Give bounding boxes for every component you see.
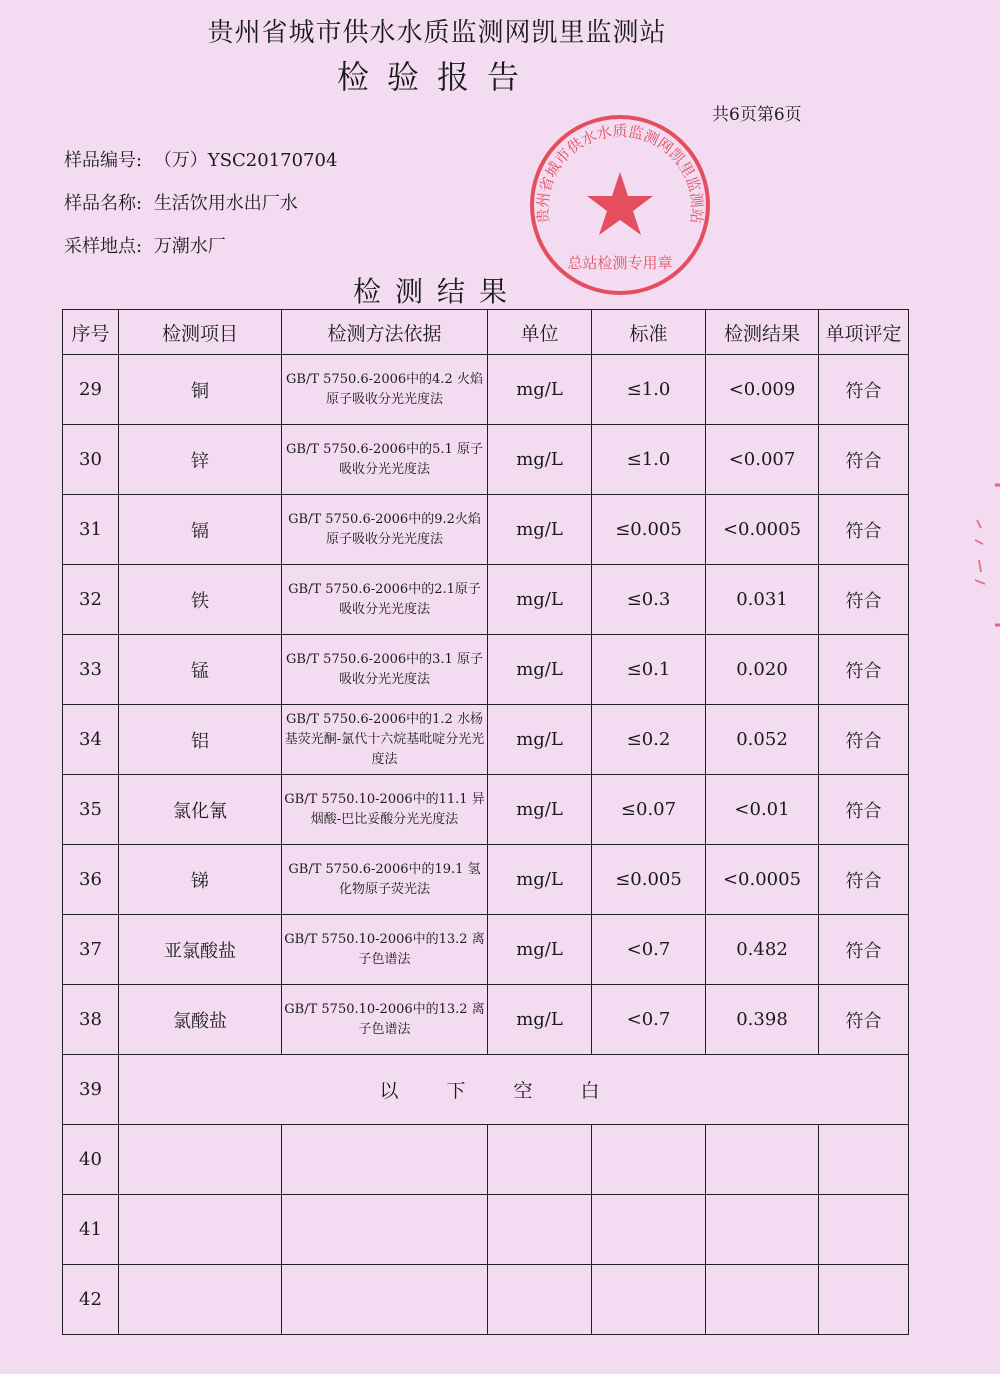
results-title: 检测结果 bbox=[352, 275, 521, 308]
header-cell: 单位 bbox=[488, 310, 592, 355]
empty-cell bbox=[282, 1265, 488, 1335]
empty-cell bbox=[488, 1265, 592, 1335]
test-method: GB/T 5750.10-2006中的13.2 离子色谱法 bbox=[282, 985, 488, 1055]
row-number: 40 bbox=[63, 1125, 119, 1195]
header-cell: 标准 bbox=[592, 310, 706, 355]
header-cell: 单项评定 bbox=[819, 310, 909, 355]
test-method: GB/T 5750.6-2006中的9.2火焰原子吸收分光光度法 bbox=[282, 495, 488, 565]
standard: ≤0.005 bbox=[592, 845, 706, 915]
sample-location-value: 万潮水厂 bbox=[153, 236, 226, 257]
unit: mg/L bbox=[488, 705, 592, 775]
result: 0.482 bbox=[706, 915, 819, 985]
standard: <0.7 bbox=[592, 985, 706, 1055]
judgement: 符合 bbox=[819, 565, 909, 635]
unit: mg/L bbox=[488, 565, 592, 635]
sample-name-label: 样品名称: bbox=[64, 193, 143, 214]
empty-cell bbox=[819, 1195, 909, 1265]
standard: ≤0.005 bbox=[592, 495, 706, 565]
row-number: 39 bbox=[63, 1055, 119, 1125]
table-row bbox=[63, 565, 909, 635]
unit: mg/L bbox=[488, 845, 592, 915]
unit: mg/L bbox=[488, 425, 592, 495]
header-cell: 检测项目 bbox=[119, 310, 282, 355]
result: 0.020 bbox=[706, 635, 819, 705]
empty-cell bbox=[706, 1195, 819, 1265]
result: <0.009 bbox=[706, 355, 819, 425]
table-row bbox=[63, 425, 909, 495]
judgement: 符合 bbox=[819, 775, 909, 845]
test-item: 锰 bbox=[119, 635, 282, 705]
judgement: 符合 bbox=[819, 985, 909, 1055]
result: <0.0005 bbox=[706, 495, 819, 565]
row-number: 42 bbox=[63, 1265, 119, 1335]
page-count: 共6页第6页 bbox=[712, 105, 802, 125]
row-number: 34 bbox=[63, 705, 119, 775]
unit: mg/L bbox=[488, 355, 592, 425]
test-item: 铁 bbox=[119, 565, 282, 635]
test-method: GB/T 5750.6-2006中的2.1原子吸收分光光度法 bbox=[282, 565, 488, 635]
table-row bbox=[63, 635, 909, 705]
row-number: 31 bbox=[63, 495, 119, 565]
empty-cell bbox=[592, 1125, 706, 1195]
table-row bbox=[63, 915, 909, 985]
empty-cell bbox=[119, 1265, 282, 1335]
judgement: 符合 bbox=[819, 355, 909, 425]
seal-ring-text: 贵州省城市供水水质监测网凯里监测站 bbox=[533, 122, 707, 225]
test-item: 镉 bbox=[119, 495, 282, 565]
table-row bbox=[63, 775, 909, 845]
standard: ≤1.0 bbox=[592, 355, 706, 425]
row-number: 38 bbox=[63, 985, 119, 1055]
result: <0.0005 bbox=[706, 845, 819, 915]
standard: <0.7 bbox=[592, 915, 706, 985]
sample-number-row bbox=[64, 146, 337, 172]
test-method: GB/T 5750.6-2006中的1.2 水杨基荧光酮-氯代十六烷基吡啶分光光度法 bbox=[282, 705, 488, 775]
row-number: 30 bbox=[63, 425, 119, 495]
row-number: 29 bbox=[63, 355, 119, 425]
results-table bbox=[62, 309, 909, 1335]
result: 0.052 bbox=[706, 705, 819, 775]
judgement: 符合 bbox=[819, 425, 909, 495]
standard: ≤0.2 bbox=[592, 705, 706, 775]
judgement: 符合 bbox=[819, 845, 909, 915]
test-method: GB/T 5750.10-2006中的13.2 离子色谱法 bbox=[282, 915, 488, 985]
standard: ≤0.3 bbox=[592, 565, 706, 635]
table-row bbox=[63, 845, 909, 915]
empty-cell bbox=[706, 1265, 819, 1335]
empty-cell bbox=[282, 1195, 488, 1265]
org-title: 贵州省城市供水水质监测网凯里监测站 bbox=[207, 18, 667, 48]
test-method: GB/T 5750.6-2006中的19.1 氢化物原子荧光法 bbox=[282, 845, 488, 915]
test-item: 铝 bbox=[119, 705, 282, 775]
table-row bbox=[63, 495, 909, 565]
empty-cell bbox=[819, 1265, 909, 1335]
partial-seal-icon bbox=[955, 480, 1000, 630]
result: <0.01 bbox=[706, 775, 819, 845]
test-method: GB/T 5750.6-2006中的5.1 原子吸收分光光度法 bbox=[282, 425, 488, 495]
sample-location-row bbox=[64, 232, 226, 258]
empty-cell bbox=[119, 1125, 282, 1195]
standard: ≤1.0 bbox=[592, 425, 706, 495]
row-number: 36 bbox=[63, 845, 119, 915]
test-method: GB/T 5750.6-2006中的4.2 火焰原子吸收分光光度法 bbox=[282, 355, 488, 425]
test-method: GB/T 5750.10-2006中的11.1 异烟酸-巴比妥酸分光光度法 bbox=[282, 775, 488, 845]
table-header-row bbox=[63, 310, 909, 355]
empty-cell bbox=[706, 1125, 819, 1195]
judgement: 符合 bbox=[819, 915, 909, 985]
empty-cell bbox=[592, 1195, 706, 1265]
table-row bbox=[63, 705, 909, 775]
empty-row bbox=[63, 1125, 909, 1195]
empty-cell bbox=[488, 1125, 592, 1195]
judgement: 符合 bbox=[819, 705, 909, 775]
empty-row bbox=[63, 1195, 909, 1265]
empty-cell bbox=[819, 1125, 909, 1195]
unit: mg/L bbox=[488, 635, 592, 705]
table-row bbox=[63, 355, 909, 425]
unit: mg/L bbox=[488, 915, 592, 985]
row-number: 37 bbox=[63, 915, 119, 985]
sample-name-value: 生活饮用水出厂水 bbox=[153, 193, 298, 214]
header-cell: 序号 bbox=[63, 310, 119, 355]
standard: ≤0.1 bbox=[592, 635, 706, 705]
test-method: GB/T 5750.6-2006中的3.1 原子吸收分光光度法 bbox=[282, 635, 488, 705]
row-number: 35 bbox=[63, 775, 119, 845]
test-item: 氯酸盐 bbox=[119, 985, 282, 1055]
report-title: 检验报告 bbox=[336, 58, 537, 96]
test-item: 亚氯酸盐 bbox=[119, 915, 282, 985]
result: 0.031 bbox=[706, 565, 819, 635]
row-number: 32 bbox=[63, 565, 119, 635]
empty-row bbox=[63, 1265, 909, 1335]
test-item: 铜 bbox=[119, 355, 282, 425]
unit: mg/L bbox=[488, 985, 592, 1055]
test-item: 锌 bbox=[119, 425, 282, 495]
row-number: 33 bbox=[63, 635, 119, 705]
row-number: 41 bbox=[63, 1195, 119, 1265]
sample-location-label: 采样地点: bbox=[64, 236, 143, 257]
judgement: 符合 bbox=[819, 635, 909, 705]
sample-number-value: （万）YSC20170704 bbox=[153, 150, 338, 171]
empty-cell bbox=[282, 1125, 488, 1195]
judgement: 符合 bbox=[819, 495, 909, 565]
sample-name-row bbox=[64, 189, 298, 215]
empty-cell bbox=[119, 1195, 282, 1265]
header-cell: 检测方法依据 bbox=[282, 310, 488, 355]
test-item: 氯化氰 bbox=[119, 775, 282, 845]
blank-marker-text: 以下空白 bbox=[119, 1055, 909, 1125]
result: 0.398 bbox=[706, 985, 819, 1055]
header-cell: 检测结果 bbox=[706, 310, 819, 355]
test-item: 锑 bbox=[119, 845, 282, 915]
seal-bottom-text: 总站检测专用章 bbox=[567, 254, 673, 272]
standard: ≤0.07 bbox=[592, 775, 706, 845]
sample-number-label: 样品编号: bbox=[64, 150, 143, 171]
empty-cell bbox=[592, 1265, 706, 1335]
table-row bbox=[63, 985, 909, 1055]
empty-cell bbox=[488, 1195, 592, 1265]
result: <0.007 bbox=[706, 425, 819, 495]
unit: mg/L bbox=[488, 775, 592, 845]
blank-marker-row bbox=[63, 1055, 909, 1125]
unit: mg/L bbox=[488, 495, 592, 565]
